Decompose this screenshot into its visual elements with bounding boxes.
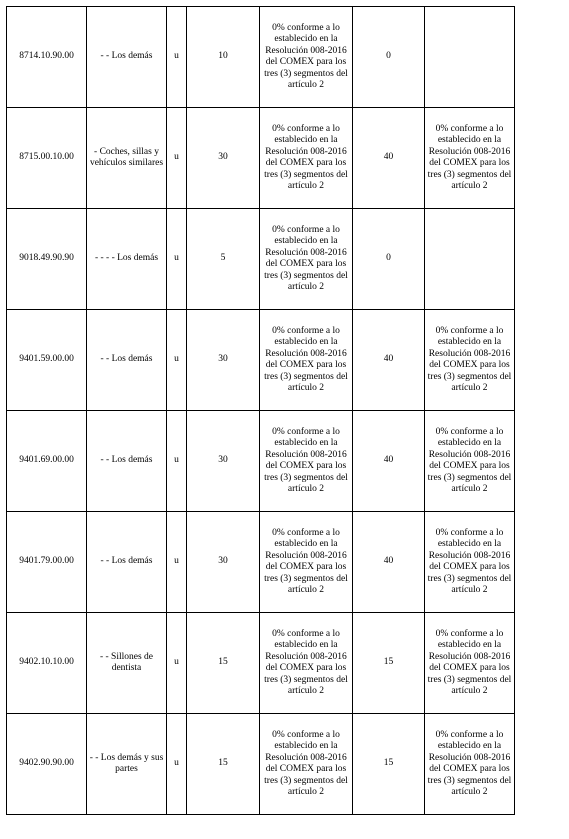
table-row (7, 613, 515, 714)
tariff-condition-2: 0% conforme a lo establecido en la Resolución 008-2016 del COMEX para los tres (3) segmentos del artículo 2 (425, 108, 515, 209)
tariff-condition-2 (425, 7, 515, 108)
tariff-final-rate: 40 (353, 411, 425, 512)
tariff-condition: 0% conforme a lo establecido en la Resolución 008-2016 del COMEX para los tres (3) segmentos del artículo 2 (260, 7, 353, 108)
tariff-code: 8715.00.10.00 (7, 108, 87, 209)
tariff-code: 9402.90.90.00 (7, 714, 87, 815)
tariff-unit: u (167, 7, 187, 108)
tariff-rate: 30 (187, 310, 260, 411)
tariff-rate: 30 (187, 411, 260, 512)
tariff-rate: 5 (187, 209, 260, 310)
tariff-final-rate: 40 (353, 108, 425, 209)
tariff-rate: 15 (187, 613, 260, 714)
tariff-code: 8714.10.90.00 (7, 7, 87, 108)
tariff-condition-2: 0% conforme a lo establecido en la Resolución 008-2016 del COMEX para los tres (3) segmentos del artículo 2 (425, 714, 515, 815)
tariff-condition: 0% conforme a lo establecido en la Resolución 008-2016 del COMEX para los tres (3) segmentos del artículo 2 (260, 512, 353, 613)
tariff-final-rate: 0 (353, 209, 425, 310)
table-row (7, 7, 515, 108)
tariff-description: - - Los demás y sus partes (87, 714, 167, 815)
tariff-unit: u (167, 310, 187, 411)
tariff-rate: 30 (187, 512, 260, 613)
tariff-description: - - - - Los demás (87, 209, 167, 310)
tariff-condition-2: 0% conforme a lo establecido en la Resolución 008-2016 del COMEX para los tres (3) segmentos del artículo 2 (425, 512, 515, 613)
tariff-unit: u (167, 209, 187, 310)
table-row (7, 209, 515, 310)
tariff-condition: 0% conforme a lo establecido en la Resolución 008-2016 del COMEX para los tres (3) segmentos del artículo 2 (260, 108, 353, 209)
tariff-condition-2 (425, 209, 515, 310)
tariff-table (6, 6, 515, 815)
tariff-condition: 0% conforme a lo establecido en la Resolución 008-2016 del COMEX para los tres (3) segmentos del artículo 2 (260, 310, 353, 411)
tariff-unit: u (167, 108, 187, 209)
tariff-unit: u (167, 613, 187, 714)
tariff-rate: 10 (187, 7, 260, 108)
table-row (7, 411, 515, 512)
tariff-condition: 0% conforme a lo establecido en la Resolución 008-2016 del COMEX para los tres (3) segmentos del artículo 2 (260, 209, 353, 310)
tariff-code: 9402.10.10.00 (7, 613, 87, 714)
tariff-description: - - Los demás (87, 512, 167, 613)
tariff-code: 9401.79.00.00 (7, 512, 87, 613)
tariff-unit: u (167, 512, 187, 613)
tariff-condition: 0% conforme a lo establecido en la Resolución 008-2016 del COMEX para los tres (3) segmentos del artículo 2 (260, 613, 353, 714)
tariff-final-rate: 15 (353, 714, 425, 815)
tariff-condition: 0% conforme a lo establecido en la Resolución 008-2016 del COMEX para los tres (3) segmentos del artículo 2 (260, 411, 353, 512)
tariff-code: 9018.49.90.90 (7, 209, 87, 310)
tariff-final-rate: 40 (353, 310, 425, 411)
table-row (7, 512, 515, 613)
tariff-description: - Coches, sillas y vehículos similares (87, 108, 167, 209)
tariff-condition-2: 0% conforme a lo establecido en la Resolución 008-2016 del COMEX para los tres (3) segmentos del artículo 2 (425, 310, 515, 411)
tariff-rate: 30 (187, 108, 260, 209)
tariff-condition-2: 0% conforme a lo establecido en la Resolución 008-2016 del COMEX para los tres (3) segmentos del artículo 2 (425, 613, 515, 714)
tariff-description: - - Sillones de dentista (87, 613, 167, 714)
tariff-rate: 15 (187, 714, 260, 815)
table-row (7, 310, 515, 411)
tariff-description: - - Los demás (87, 411, 167, 512)
tariff-unit: u (167, 411, 187, 512)
tariff-final-rate: 15 (353, 613, 425, 714)
tariff-code: 9401.59.00.00 (7, 310, 87, 411)
tariff-code: 9401.69.00.00 (7, 411, 87, 512)
tariff-unit: u (167, 714, 187, 815)
tariff-condition: 0% conforme a lo establecido en la Resolución 008-2016 del COMEX para los tres (3) segmentos del artículo 2 (260, 714, 353, 815)
tariff-final-rate: 0 (353, 7, 425, 108)
tariff-description: - - Los demás (87, 7, 167, 108)
tariff-final-rate: 40 (353, 512, 425, 613)
tariff-table-body (7, 7, 515, 815)
tariff-condition-2: 0% conforme a lo establecido en la Resolución 008-2016 del COMEX para los tres (3) segmentos del artículo 2 (425, 411, 515, 512)
table-row (7, 714, 515, 815)
tariff-description: - - Los demás (87, 310, 167, 411)
table-row (7, 108, 515, 209)
